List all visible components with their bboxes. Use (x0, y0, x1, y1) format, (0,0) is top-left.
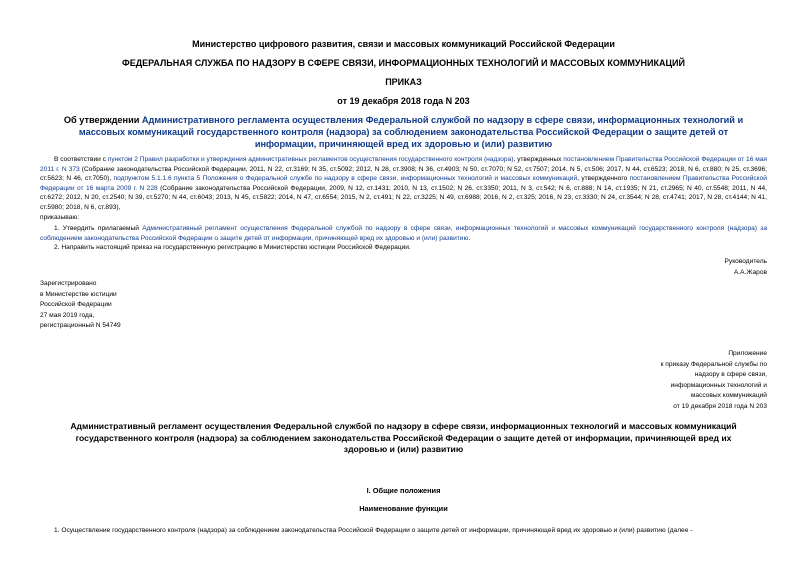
item-2: 2. Направить настоящий приказ на государственную регистрацию в Министерство юстиции Российской Федерации. (54, 244, 411, 252)
registration-line-2: в Министерстве юстиции (40, 290, 117, 298)
preamble-text-5: (Собрание законодательства Российской Федерации, 2009, N 12, ст.1431; 2010, N 13, ст.1502; N 26, ст.3350; 2011, N 3, ст.542; N 6, ст.888; N 14, ст.1935; N 21, ст.2965; N 40, ст.5548; 2011, N 44, ст.6272; 2012, N 20, ст.2540; N 39, ст.5270; N 44, ст.6043; 2013, N 45, ст.5822; 2014, N 47, ст.6554; 2015, N 2, ст.491; N 22, ст.3225; N 49, ст.6988; 2016, N 2, ст.325; 2016, N 23, ст.3330; N 24, ст.3544; N 28, ст.4741; 2017, N 28, ст.4144; N 41, ст.5980; 2018, N 6, ст.893), (40, 184, 767, 211)
appendix-line-6: от 19 декабря 2018 года N 203 (673, 402, 767, 410)
ministry-heading: Министерство цифрового развития, связи и массовых коммуникаций Российской Федерации (192, 39, 615, 49)
signature-role: Руководитель (724, 258, 767, 265)
appendix-line-5: массовых коммуникаций (690, 392, 767, 399)
preamble-link-regulation[interactable]: подпунктом 5.1.1.6 пункта 5 Положения о Федеральной службе по надзору в сфере связи, информационных технологий и массовых коммуникаций (113, 175, 578, 183)
preamble-link-resolution-228[interactable]: постановлением Правительства Российской Федерации от 16 марта 2009 г. N 228 (40, 175, 767, 192)
preamble-text-3: (Собрание законодательства Российской Федерации, 2011, N 22, ст.3169; N 35, ст.5092; 2012, N 28, ст.3908; N 36, ст.4903; N 50, ст.7070; N 52, ст.7507; 2014, N 5, ст.506; 2017, N 44, ст.6523; 2018, N 6, ст.880; N 25, ст.3696; ст.5623; N 46, ст.7050), (40, 165, 767, 183)
registration-line-3: Российской Федерации (40, 301, 112, 308)
regulation-title: Административный регламент осуществления Федеральной службой по надзору в сфере связи, информационных технологий и массовых коммуникаций государственного контроля (надзора) за соблюдением законодательства Российской Федерации о защите детей от информации, причиняющей вред их здоровью и (или) развитию (70, 421, 737, 454)
appendix-line-4: информационных технологий и (670, 381, 767, 389)
date-number-heading: от 19 декабря 2018 года N 203 (337, 96, 470, 106)
appendix-line-1: Приложение (728, 350, 767, 357)
preamble-link-rules[interactable]: пунктом 2 Правил разработки и утверждения административных регламентов осуществления государственного контроля (надзора) (107, 156, 514, 163)
section-subheading: Наименование функции (359, 504, 448, 513)
preamble-text-1: В соответствии с (54, 156, 108, 163)
order-title (50, 114, 757, 151)
preamble-link-resolution-373[interactable]: постановлением Правительства Российской Федерации от 16 мая 2011 г. N 373 (40, 156, 767, 173)
signature-block (725, 257, 767, 278)
section-paragraph-1 (40, 526, 767, 536)
appendix-line-3: надзору в сфере связи, (694, 371, 767, 378)
item-1-link[interactable]: Административный регламент осуществления Федеральной службой по надзору в сфере связи, информационных технологий и массовых коммуникаций государственного контроля (надзора) за соблюдением законодательства Российской Федерации о защите детей от информации, причиняющей вред их здоровью и (или) развитию (40, 225, 767, 242)
agency-heading: ФЕДЕРАЛЬНАЯ СЛУЖБА ПО НАДЗОРУ В СФЕРЕ СВЯЗИ, ИНФОРМАЦИОННЫХ ТЕХНОЛОГИЙ И МАССОВЫХ КОММУНИКАЦИЙ (122, 58, 685, 68)
item-1 (40, 224, 767, 243)
preamble (40, 155, 767, 253)
order-title-link[interactable]: Административного регламента осуществления Федеральной службой по надзору в сфере связи, информационных технологий и массовых коммуникаций государственного контроля (надзора) за соблюдением законодательства Российской Федерации о защите детей от информации, причиняющей вред их здоровью и (или) развитию (78, 115, 744, 150)
registration-line-4: 27 мая 2019 года, (40, 311, 95, 319)
appendix-line-2: к приказу Федеральной службы по (660, 360, 767, 368)
item-1-suffix: . (468, 234, 471, 242)
order-title-prefix: Об утверждении (63, 115, 142, 125)
registration-line-1: Зарегистрировано (40, 280, 97, 287)
preamble-text-4: , утвержденного (577, 175, 630, 183)
section-heading: I. Общие положения (366, 486, 441, 495)
preamble-text-2: , утвержденных (513, 156, 564, 163)
item-1-prefix: 1. Утвердить прилагаемый (54, 225, 143, 233)
order-word: приказываю: (40, 213, 80, 221)
signature-name: А.А.Жаров (733, 268, 767, 276)
paragraph-1-text: 1. Осуществление государственного контроля (надзора) за соблюдением законодательства Российской Федерации о защите детей от информации, причиняющей вред их здоровью и (или) развитию (далее - (54, 527, 693, 534)
registration-line-5: регистрационный N 54749 (40, 322, 121, 329)
preamble-paragraph (40, 155, 767, 213)
doc-type-heading: ПРИКАЗ (385, 77, 422, 87)
appendix-block (661, 349, 767, 412)
registration-block (40, 279, 121, 332)
